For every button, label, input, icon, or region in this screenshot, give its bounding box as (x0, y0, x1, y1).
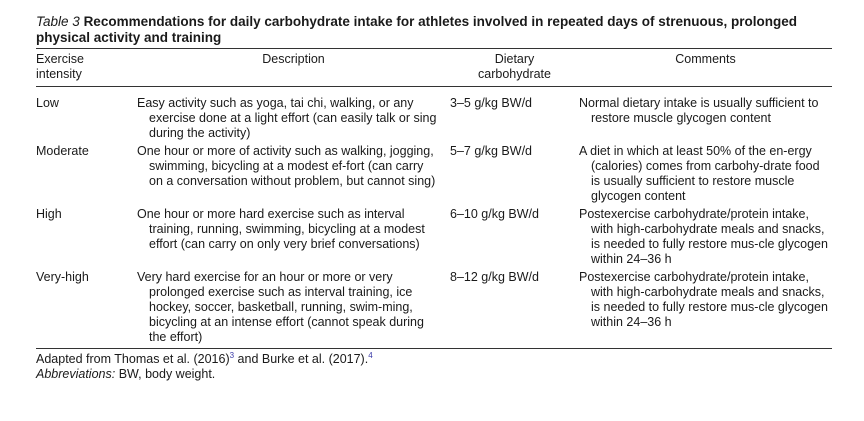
carbohydrate-table (36, 48, 832, 349)
abbreviations-note (36, 367, 832, 382)
cell-comments: Normal dietary intake is usually sufficient to restore muscle glycogen content (579, 96, 819, 125)
header-dietary-line1: Dietary (494, 52, 535, 66)
abbreviations-text: BW, body weight. (115, 367, 216, 381)
cell-description: One hour or more of activity such as walking, jogging, swimming, bicycling at a modest ef-fort (can carry on a conversation without problem, but cannot sing) (137, 144, 436, 188)
cell-comments: A diet in which at least 50% of the en-ergy (calories) comes from carbohy-drate food is usually sufficient to restore muscle glycogen content (579, 144, 820, 203)
header-intensity (36, 49, 137, 87)
cell-comments: Postexercise carbohydrate/protein intake, with high-carbohydrate meals and snacks, is needed to fully restore mus-cle glycogen within 24–36 h (579, 207, 828, 266)
header-row (36, 49, 832, 87)
table-row (36, 144, 832, 207)
cell-intensity: Moderate (36, 144, 89, 158)
source-middle: and Burke et al. (2017). (234, 352, 369, 366)
header-intensity-line1: Exercise (36, 52, 84, 66)
table-footnotes (36, 352, 832, 382)
header-comments: Comments (675, 52, 736, 66)
cell-intensity: Low (36, 96, 59, 110)
reference-3-link[interactable]: 3 (229, 350, 235, 360)
cell-intensity: Very-high (36, 270, 89, 284)
cell-description: Very hard exercise for an hour or more or very prolonged exercise such as interval training, ice hockey, soccer, basketball, running, swim-ming, bicycling at an intense effort (cannot speak during the effort) (137, 270, 424, 344)
header-intensity-line2: intensity (36, 67, 82, 81)
cell-carbohydrate: 5–7 g/kg BW/d (450, 144, 532, 158)
cell-carbohydrate: 3–5 g/kg BW/d (450, 96, 532, 110)
reference-4-link[interactable]: 4 (368, 350, 373, 360)
cell-description: Easy activity such as yoga, tai chi, walking, or any exercise done at a light effort (can easily talk or sing during the activity) (137, 96, 437, 140)
table-title: Recommendations for daily carbohydrate intake for athletes involved in repeated days of strenuous, prolonged physical activity and training (36, 14, 797, 45)
source-prefix: Adapted from Thomas et al. (2016) (36, 352, 230, 366)
cell-intensity: High (36, 207, 62, 221)
table-label: Table 3 (36, 14, 80, 29)
table-figure (36, 14, 832, 382)
cell-carbohydrate: 6–10 g/kg BW/d (450, 207, 539, 221)
header-description: Description (262, 52, 325, 66)
source-note (36, 352, 832, 367)
cell-description: One hour or more hard exercise such as interval training, running, swimming, bicycling at a modest effort (can carry on only very brief conversations) (137, 207, 425, 251)
table-row (36, 87, 832, 145)
table-row (36, 207, 832, 270)
table-row (36, 270, 832, 349)
table-caption (36, 14, 832, 46)
cell-carbohydrate: 8–12 g/kg BW/d (450, 270, 539, 284)
cell-comments: Postexercise carbohydrate/protein intake, with high-carbohydrate meals and snacks, is needed to fully restore mus-cle glycogen within 24–36 h (579, 270, 828, 329)
header-dietary (450, 49, 579, 87)
header-dietary-line2: carbohydrate (478, 67, 551, 81)
abbreviations-label: Abbreviations: (36, 367, 116, 381)
